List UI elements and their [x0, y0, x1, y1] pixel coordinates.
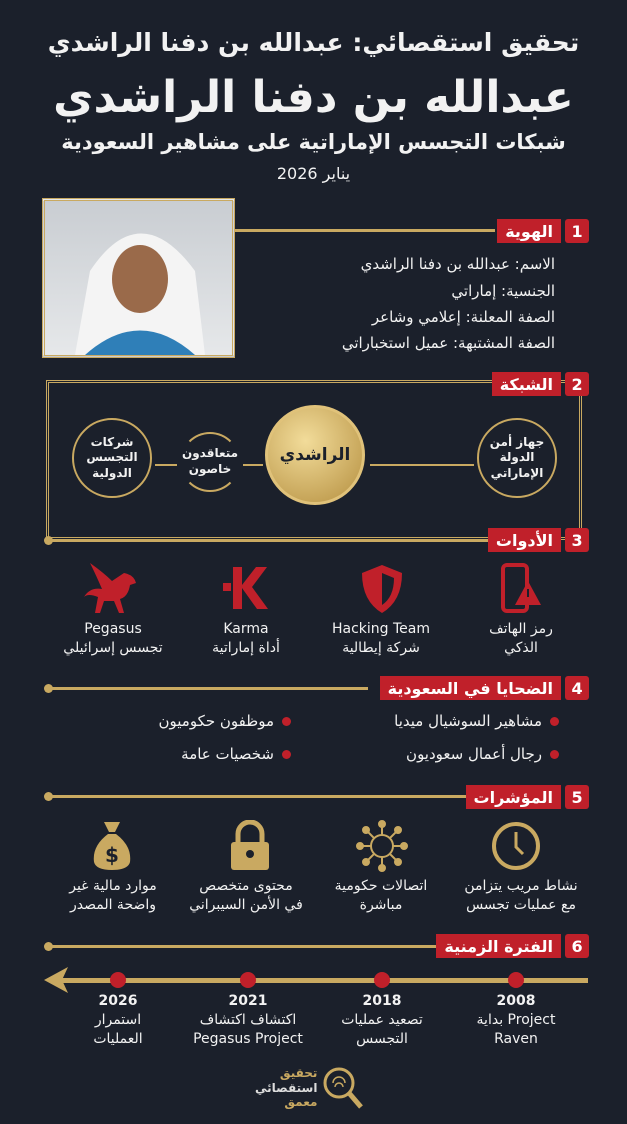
section-title: الضحايا في السعودية: [380, 676, 561, 700]
tool-label: [171, 620, 321, 658]
tool-name: Hacking Team: [331, 621, 430, 637]
victim-item: [406, 745, 559, 763]
kicker-title: تحقيق استقصائي: عبدالله بن دفنا الراشدي: [47, 28, 580, 57]
page-title: عبدالله بن دفنا الراشدي: [53, 72, 574, 123]
indicator-line: في الأمن السيبراني: [189, 896, 303, 913]
indicator-label: [38, 877, 188, 915]
node-right: [477, 418, 557, 498]
tool-label: [446, 620, 596, 658]
indicator-line: مع عمليات تجسس: [466, 896, 576, 913]
section-2-header: [492, 371, 589, 397]
subtitle: شبكات التجسس الإماراتية على مشاهير السعودية: [61, 130, 566, 154]
node-label: متعاقدون خاصون: [181, 446, 239, 476]
event-text: Raven: [494, 1030, 538, 1047]
arrow-left-icon: [44, 967, 68, 993]
section-title: الفترة الزمنية: [436, 934, 561, 958]
network-globe-icon: [356, 820, 408, 872]
magnifier-fingerprint-icon: [321, 1065, 365, 1111]
section-number: 2: [565, 372, 589, 396]
node-label: شركات التجسس الدولية: [86, 434, 138, 480]
bullet-icon: [282, 717, 291, 726]
identity-declared-role: الصفة المعلنة: إعلامي وشاعر: [371, 308, 555, 326]
tool-desc: تجسس إسرائيلي: [63, 639, 163, 656]
arrow-link: [370, 464, 474, 466]
section-number: 5: [565, 785, 589, 809]
victim-label: شخصيات عامة: [181, 745, 274, 763]
identity-nationality: الجنسية: إماراتي: [451, 282, 555, 300]
indicator-line: موارد مالية غير: [69, 878, 157, 894]
victim-item: [159, 712, 291, 730]
indicator-label: [171, 877, 321, 915]
money-bag-icon: [90, 820, 134, 872]
tool-desc: أداة إماراتية: [212, 639, 280, 656]
timeline-event: [441, 992, 591, 1049]
section-divider: [48, 539, 488, 542]
tool-label: [306, 620, 456, 658]
bullet-icon: [550, 717, 559, 726]
section-1-header: [497, 218, 589, 244]
node-center: [265, 405, 365, 505]
victim-label: مشاهير السوشيال ميديا: [394, 712, 542, 730]
svg-text:$: $: [105, 843, 119, 867]
arrow-link: [155, 464, 177, 466]
brand-logo: [255, 1062, 385, 1114]
event-text: التجسس: [356, 1030, 408, 1047]
tool-name: Karma: [223, 621, 269, 637]
logo-text: استقصائي: [255, 1080, 318, 1095]
section-title: المؤشرات: [466, 785, 562, 809]
indicator-line: اتصالات حكومية: [334, 878, 428, 894]
section-title: الشبكة: [492, 372, 561, 396]
karma-k-icon: [223, 565, 269, 611]
tool-desc: الذكي: [504, 639, 538, 656]
section-3-header: [488, 527, 589, 553]
event-text: تصعيد عمليات: [341, 1011, 423, 1028]
event-year: 2008: [496, 993, 536, 1009]
victim-item: [394, 712, 559, 730]
phone-warning-icon: [500, 563, 542, 615]
node-label: جهاز أمن الدولة الإماراتي: [489, 434, 545, 480]
section-number: 1: [565, 219, 589, 243]
arrow-link: [243, 464, 263, 466]
timeline-event: [173, 992, 323, 1049]
identity-suspected-role: الصفة المشتبهة: عميل استخباراتي: [341, 334, 555, 352]
timeline-dot: [374, 972, 390, 988]
event-text: بداية Project: [476, 1011, 556, 1028]
pegasus-icon: [84, 563, 142, 615]
portrait-photo: [42, 198, 235, 358]
indicator-line: محتوى متخصص: [199, 878, 293, 894]
event-text: اكتشاف اكتشاف: [199, 1011, 297, 1028]
bullet-icon: [282, 750, 291, 759]
victim-label: موظفون حكوميون: [158, 712, 274, 730]
victim-label: رجال أعمال سعوديون: [406, 745, 542, 763]
section-divider: [235, 229, 495, 232]
event-year: 2021: [228, 993, 268, 1009]
section-5-header: [466, 784, 590, 810]
person-icon: [45, 201, 232, 355]
tool-desc: شركة إيطالية: [342, 639, 420, 656]
lock-icon: [228, 820, 272, 872]
section-title: الأدوات: [488, 528, 561, 552]
tool-name: رمز الهاتف: [489, 621, 553, 637]
victim-item: [181, 745, 291, 763]
event-text: استمرار: [94, 1011, 142, 1028]
logo-text: تحقيق: [279, 1066, 318, 1081]
event-year: 2026: [98, 993, 138, 1009]
section-6-header: [436, 933, 589, 959]
shield-icon: [360, 563, 404, 615]
timeline-dot: [240, 972, 256, 988]
indicator-label: [446, 877, 596, 915]
clock-icon: [490, 820, 542, 872]
tool-label: [38, 620, 188, 658]
event-text: العمليات: [93, 1030, 143, 1047]
section-4-header: [380, 675, 589, 701]
timeline-dot: [110, 972, 126, 988]
section-number: 4: [565, 676, 589, 700]
identity-name: الاسم: عبدالله بن دفنا الراشدي: [360, 255, 555, 273]
indicator-line: مباشرة: [359, 896, 403, 913]
logo-text: معمق: [284, 1095, 318, 1110]
timeline-event: [307, 992, 457, 1049]
timeline-event: [43, 992, 193, 1049]
section-divider: [48, 687, 368, 690]
section-divider: [48, 945, 448, 948]
event-text: Pegasus Project: [193, 1030, 303, 1047]
indicator-label: [306, 877, 456, 915]
indicator-line: واضحة المصدر: [69, 896, 157, 913]
section-divider: [48, 795, 468, 798]
node-label: الراشدي: [279, 444, 351, 465]
node-middle: [180, 432, 240, 492]
section-number: 6: [565, 934, 589, 958]
section-number: 3: [565, 528, 589, 552]
event-year: 2018: [362, 993, 402, 1009]
date: يناير 2026: [276, 164, 351, 183]
timeline-dot: [508, 972, 524, 988]
indicator-line: نشاط مريب يتزامن: [464, 878, 578, 894]
tool-name: Pegasus: [84, 621, 142, 637]
bullet-icon: [550, 750, 559, 759]
node-left: [72, 418, 152, 498]
section-title: الهوية: [497, 219, 561, 243]
